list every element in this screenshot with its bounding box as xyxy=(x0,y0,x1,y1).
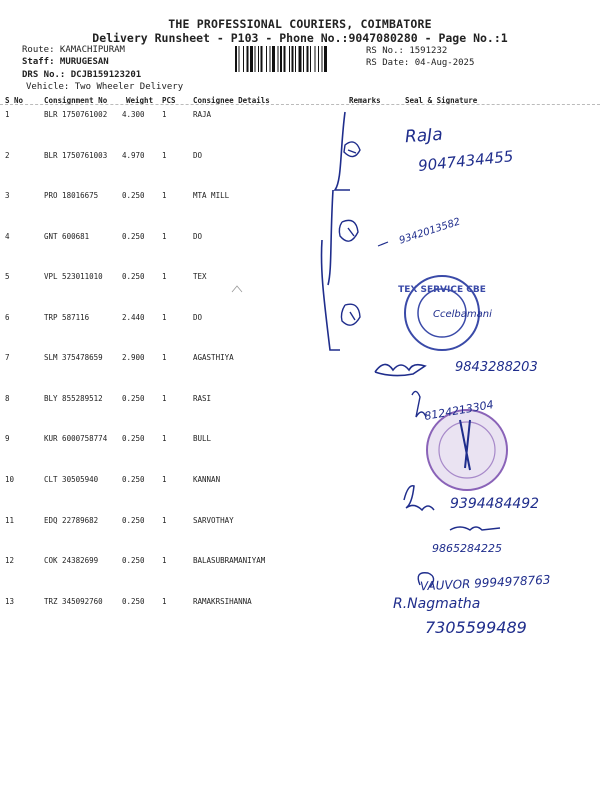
row-sno: 5 xyxy=(5,272,10,281)
staff-label: Staff: MURUGESAN xyxy=(22,57,109,67)
drs-number: DRS No.: DCJB159123201 xyxy=(22,70,142,80)
row-sno: 1 xyxy=(5,110,10,119)
signature-4-phone: 9342013582 xyxy=(397,216,462,247)
signature-13-phone: 7305599489 xyxy=(425,618,527,637)
signature-12-phone: 9865284225 xyxy=(432,542,502,555)
purple-seal xyxy=(427,410,507,490)
row-pcs: 1 xyxy=(162,394,167,403)
vehicle-label: Vehicle: Two Wheeler Delivery xyxy=(26,82,184,92)
row-weight: 2.440 xyxy=(122,313,145,322)
row-consignee: RAMAKRSIHANNA xyxy=(193,597,252,606)
row-pcs: 1 xyxy=(162,313,167,322)
row-pcs: 1 xyxy=(162,110,167,119)
row-weight: 0.250 xyxy=(122,232,145,241)
row-sno: 9 xyxy=(5,434,10,443)
row-pcs: 1 xyxy=(162,475,167,484)
row-consignee: MTA MILL xyxy=(193,191,230,200)
row-sno: 10 xyxy=(5,475,15,484)
row-pcs: 1 xyxy=(162,232,167,241)
row-sno: 2 xyxy=(5,151,10,160)
row-sno: 7 xyxy=(5,353,10,362)
row-weight: 0.250 xyxy=(122,272,145,281)
row-consignee: DO xyxy=(193,151,203,160)
col-consignment: Consignment No xyxy=(44,96,108,105)
signature-13-a: VAUVOR 9994978763 xyxy=(419,572,551,594)
row-pcs: 1 xyxy=(162,556,167,565)
row-pcs: 1 xyxy=(162,191,167,200)
row-weight: 0.250 xyxy=(122,394,145,403)
row-pcs: 1 xyxy=(162,597,167,606)
row-consignee: SARVOTHAY xyxy=(193,516,234,525)
signature-1-phone: 9047434455 xyxy=(417,147,515,175)
row-consignment-no: VPL 523011010 xyxy=(44,272,103,281)
signature-scribble-12 xyxy=(450,527,500,530)
row-weight: 0.250 xyxy=(122,597,145,606)
row-weight: 0.250 xyxy=(122,434,145,443)
row-weight: 0.250 xyxy=(122,475,145,484)
row-consignee: KANNAN xyxy=(193,475,221,484)
row-consignment-no: COK 24382699 xyxy=(44,556,99,565)
row-consignment-no: TRZ 345092760 xyxy=(44,597,103,606)
company-title: THE PROFESSIONAL COURIERS, COIMBATORE xyxy=(168,17,432,31)
runsheet-subtitle: Delivery Runsheet - P103 - Phone No.:9047080280 - Page No.:1 xyxy=(92,31,508,45)
row-consignment-no: BLY 855289512 xyxy=(44,394,103,403)
row-sno: 3 xyxy=(5,191,10,200)
row-consignee: DO xyxy=(193,232,203,241)
col-sno: S No xyxy=(5,96,24,105)
row-consignment-no: BLR 1750761002 xyxy=(44,110,108,119)
signature-11-phone: 9394484492 xyxy=(450,496,540,512)
col-remarks: Remarks xyxy=(349,96,381,105)
row-pcs: 1 xyxy=(162,434,167,443)
signature-13-name: R.Nagmatha xyxy=(393,596,481,612)
row-consignment-no: TRP 587116 xyxy=(44,313,90,322)
row-sno: 11 xyxy=(5,516,15,525)
col-pcs: PCS xyxy=(162,96,176,105)
row-consignee: BULL xyxy=(193,434,212,443)
row-consignment-no: BLR 1750761003 xyxy=(44,151,108,160)
row-consignee: BALASUBRAMANIYAM xyxy=(193,556,266,565)
signature-scribble-11 xyxy=(404,486,434,510)
row-sno: 13 xyxy=(5,597,15,606)
row-consignee: DO xyxy=(193,313,203,322)
col-consignee: Consignee Details xyxy=(193,96,270,105)
row-sno: 8 xyxy=(5,394,10,403)
signature-scribble-7 xyxy=(375,364,425,375)
row-pcs: 1 xyxy=(162,151,167,160)
rs-number: RS No.: 1591232 xyxy=(366,46,448,56)
row-consignment-no: CLT 30505940 xyxy=(44,475,99,484)
row-weight: 0.250 xyxy=(122,556,145,565)
row-pcs: 1 xyxy=(162,272,167,281)
row-pcs: 1 xyxy=(162,353,167,362)
row-consignment-no: GNT 600681 xyxy=(44,232,90,241)
col-seal-signature: Seal & Signature xyxy=(405,96,478,105)
remarks-mark-1 xyxy=(344,142,360,157)
svg-text:TEX SERVICE CBE: TEX SERVICE CBE xyxy=(398,285,486,295)
row-consignment-no: KUR 6000758774 xyxy=(44,434,108,443)
row-consignee: AGASTHIYA xyxy=(193,353,234,362)
row-weight: 4.300 xyxy=(122,110,145,119)
signature-8-phone: 8124213304 xyxy=(423,398,495,423)
signature-7-phone: 9843288203 xyxy=(455,360,538,375)
rs-date: RS Date: 04-Aug-2025 xyxy=(366,58,475,68)
row-consignee: RAJA xyxy=(193,110,212,119)
row-consignment-no: EDQ 22789682 xyxy=(44,516,99,525)
signature-1-name: RaJa xyxy=(404,124,444,148)
route-label: Route: KAMACHIPURAM xyxy=(22,45,125,55)
row-consignee: RASI xyxy=(193,394,212,403)
signature-6-name: Ccelbamani xyxy=(433,309,492,320)
row-consignment-no: SLM 375478659 xyxy=(44,353,103,362)
remarks-mark-3 xyxy=(341,304,360,325)
row-weight: 2.900 xyxy=(122,353,145,362)
col-weight: Weight xyxy=(126,96,154,105)
row-consignee: TEX xyxy=(193,272,207,281)
row-consignment-no: PRO 18016675 xyxy=(44,191,99,200)
row-sno: 12 xyxy=(5,556,15,565)
row-sno: 6 xyxy=(5,313,10,322)
row-weight: 0.250 xyxy=(122,191,145,200)
remarks-mark-2 xyxy=(339,220,358,241)
signature-underline-1 xyxy=(378,242,388,246)
row-sno: 4 xyxy=(5,232,10,241)
row-pcs: 1 xyxy=(162,516,167,525)
remarks-bracket xyxy=(321,112,350,350)
row-weight: 4.970 xyxy=(122,151,145,160)
remarks-caret xyxy=(232,286,242,292)
row-weight: 0.250 xyxy=(122,516,145,525)
